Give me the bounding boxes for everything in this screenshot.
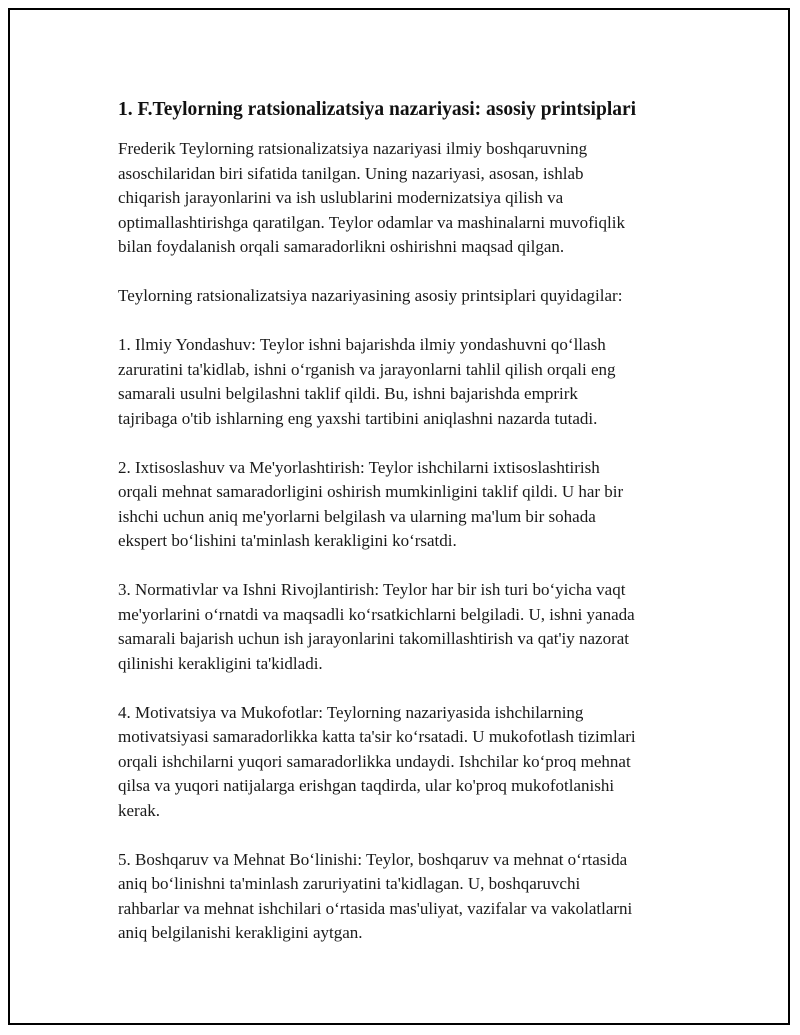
principles-lead-paragraph: Teylorning ratsionalizatsiya nazariyasining asosiy printsiplari quyidagilar: [118, 286, 623, 305]
principle-5-paragraph: 5. Boshqaruv va Mehnat Boʻlinishi: Teylor, boshqaruv va mehnat oʻrtasida aniq boʻlinishni ta'minlash zaruriyatini ta'kidlagan. U, boshqaruvchi rahbarlar va mehnat ishchilari oʻrtasida mas'uliyat, vazifalar va vakolatlarni aniq belgilanishi kerakligini aytgan. [118, 849, 633, 942]
principle-4-paragraph: 4. Motivatsiya va Mukofotlar: Teylorning nazariyasida ishchilarning motivatsiyasi samaradorlikka katta ta'sir koʻrsatadi. U mukofotlash tizimlari orqali ishchilarni yuqori samaradorlikka undaydi. Ishchilar koʻproq mehnat qilsa va yuqori natijalarga erishgan taqdirda, ular ko'proq mukofotlanishi kerak. [118, 702, 636, 820]
intro-paragraph: Frederik Teylorning ratsionalizatsiya nazariyasi ilmiy boshqaruvning asoschilaridan biri sifatida tanilgan. Uning nazariyasi, asosan, ishlab chiqarish jarayonlarini va ish uslublarini modernizatsiya qilish va optimallashtirishga qaratilgan. Teylor odamlar va mashinalarni muvofiqlik bilan foydalanish orqali samaradorlikni oshirishni maqsad qilgan. [118, 139, 625, 256]
document-body [118, 98, 718, 970]
principle-3-paragraph: 3. Normativlar va Ishni Rivojlantirish: Teylor har bir ish turi boʻyicha vaqt me'yorlarini oʻrnatdi va maqsadli koʻrsatkichlarni belgiladi. U, ishni yanada samarali bajarish uchun ish jarayonlarini takomillashtirish va qat'iy nazorat qilinishi kerakligini ta'kidladi. [118, 580, 635, 673]
principle-2-paragraph: 2. Ixtisoslashuv va Me'yorlashtirish: Teylor ishchilarni ixtisoslashtirish orqali mehnat samaradorligini oshirish mumkinligini taklif qildi. U har bir ishchi uchun aniq me'yorlarni belgilash va ularning ma'lum bir sohada ekspert boʻlishini ta'minlash kerakligini koʻrsatdi. [118, 457, 624, 550]
principle-1-paragraph: 1. Ilmiy Yondashuv: Teylor ishni bajarishda ilmiy yondashuvni qoʻllash zaruratini ta'kidlab, ishni oʻrganish va jarayonlarni tahlil qilish orqali eng samarali usulni belgilashni taklif qildi. Bu, ishni bajarishda emprirk tajribaga o'tib ishlarning eng yaxshi tartibini aniqlashni nazarda tutadi. [118, 335, 616, 428]
document-page [8, 8, 790, 1025]
page-title: 1. F.Teylorning ratsionalizatsiya nazariyasi: asosiy printsiplari [118, 99, 637, 120]
